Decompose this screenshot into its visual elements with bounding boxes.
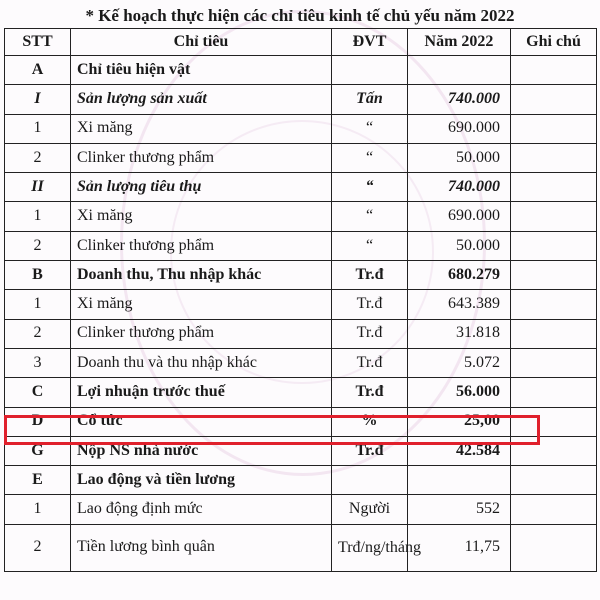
row-unit-cell: “ [332,143,408,172]
table-row [5,436,597,465]
row-indicator-cell: Clinker thương phẩm [71,143,332,172]
row-note-cell [511,290,597,319]
row-value-cell: 643.389 [408,290,511,319]
row-unit-cell: Trđ/ng/tháng [332,524,408,571]
row-indicator-cell: Lợi nhuận trước thuế [71,378,332,407]
row-unit-cell: “ [332,173,408,202]
row-value-cell: 56.000 [408,378,511,407]
row-indicator-cell: Sản lượng tiêu thụ [71,173,332,202]
table-row [5,319,597,348]
row-indicator-cell: Cổ tức [71,407,332,436]
row-unit-cell: Tr.đ [332,436,408,465]
row-unit-cell: Tr.đ [332,319,408,348]
row-note-cell [511,114,597,143]
row-stt-cell: II [5,173,71,202]
table-row [5,407,597,436]
table-row [5,495,597,524]
row-stt-cell: 1 [5,290,71,319]
row-note-cell [511,466,597,495]
row-unit-cell: Tr.đ [332,378,408,407]
row-note-cell [511,85,597,114]
row-value-cell: 690.000 [408,114,511,143]
row-value-cell: 50.000 [408,143,511,172]
row-stt-cell: 2 [5,524,71,571]
row-indicator-cell: Xi măng [71,202,332,231]
row-value-cell: 690.000 [408,202,511,231]
row-stt-cell: 1 [5,202,71,231]
row-value-cell: 740.000 [408,173,511,202]
row-indicator-cell: Lao động định mức [71,495,332,524]
row-indicator-cell: Clinker thương phẩm [71,319,332,348]
row-note-cell [511,173,597,202]
row-stt-cell: C [5,378,71,407]
row-stt-cell: 1 [5,114,71,143]
row-stt-cell: E [5,466,71,495]
table-row [5,290,597,319]
row-value-cell: 552 [408,495,511,524]
row-stt-cell: A [5,56,71,85]
row-stt-cell: 2 [5,319,71,348]
row-indicator-cell: Doanh thu và thu nhập khác [71,348,332,377]
row-note-cell [511,261,597,290]
table-row [5,261,597,290]
table-row [5,466,597,495]
row-value-cell: 740.000 [408,85,511,114]
row-value-cell: 680.279 [408,261,511,290]
table-header-row [5,29,597,56]
row-indicator-cell: Clinker thương phẩm [71,231,332,260]
row-note-cell [511,231,597,260]
row-stt-cell: 1 [5,495,71,524]
row-stt-cell: 2 [5,143,71,172]
row-stt-cell: D [5,407,71,436]
table-row [5,56,597,85]
row-unit-cell: “ [332,231,408,260]
row-unit-cell: Tr.đ [332,348,408,377]
table-row [5,378,597,407]
row-unit-cell: Tấn [332,85,408,114]
row-unit-cell: Người [332,495,408,524]
row-indicator-cell: Lao động và tiền lương [71,466,332,495]
table-row [5,114,597,143]
row-note-cell [511,319,597,348]
row-value-cell [408,466,511,495]
row-unit-cell: Tr.đ [332,261,408,290]
row-stt-cell: B [5,261,71,290]
table-row [5,85,597,114]
row-unit-cell: % [332,407,408,436]
row-indicator-cell: Nộp NS nhà nước [71,436,332,465]
page-bottom-edge [0,586,600,600]
row-indicator-cell: Xi măng [71,114,332,143]
row-unit-cell: Tr.đ [332,290,408,319]
row-indicator-cell: Xi măng [71,290,332,319]
row-note-cell [511,378,597,407]
indicators-table [4,28,597,572]
row-note-cell [511,407,597,436]
row-value-cell: 42.584 [408,436,511,465]
table-row [5,202,597,231]
row-stt-cell: 2 [5,231,71,260]
table-row [5,231,597,260]
table-row [5,348,597,377]
row-unit-cell: “ [332,202,408,231]
row-note-cell [511,495,597,524]
row-note-cell [511,348,597,377]
row-indicator-cell: Tiền lương bình quân [71,524,332,571]
row-unit-cell [332,56,408,85]
row-value-cell [408,56,511,85]
row-stt-cell: I [5,85,71,114]
row-note-cell [511,202,597,231]
row-value-cell: 31.818 [408,319,511,348]
row-value-cell: 5.072 [408,348,511,377]
header-year-2022: Năm 2022 [408,29,511,56]
header-unit: ĐVT [332,29,408,56]
table-row [5,173,597,202]
row-stt-cell: 3 [5,348,71,377]
row-value-cell: 11,75 [408,524,511,571]
document-title: * Kế hoạch thực hiện các chỉ tiêu kinh tế chủ yếu năm 2022 [85,6,515,25]
header-stt: STT [5,29,71,56]
row-note-cell [511,436,597,465]
table-row [5,143,597,172]
table-row [5,524,597,571]
row-note-cell [511,56,597,85]
row-note-cell [511,524,597,571]
row-unit-cell: “ [332,114,408,143]
row-unit-cell [332,466,408,495]
row-indicator-cell: Sản lượng sản xuất [71,85,332,114]
header-note: Ghi chú [511,29,597,56]
row-note-cell [511,143,597,172]
row-stt-cell: G [5,436,71,465]
row-value-cell: 50.000 [408,231,511,260]
header-indicator: Chỉ tiêu [71,29,332,56]
row-value-cell: 25,00 [408,407,511,436]
row-indicator-cell: Doanh thu, Thu nhập khác [71,261,332,290]
row-indicator-cell: Chỉ tiêu hiện vật [71,56,332,85]
